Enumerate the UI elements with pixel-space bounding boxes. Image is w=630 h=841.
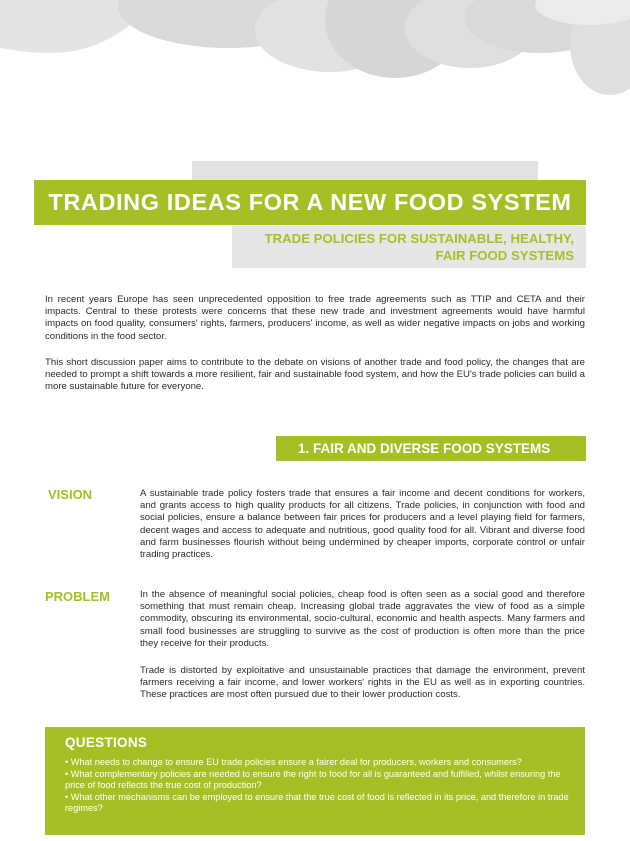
section-heading: 1. FAIR AND DIVERSE FOOD SYSTEMS [276, 436, 586, 461]
question-item: • What other mechanisms can be employed to ensure that the true cost of food is reflected in its price, and therefore in trade regimes? [65, 791, 569, 814]
page-title: TRADING IDEAS FOR A NEW FOOD SYSTEM [34, 180, 586, 225]
vision-text: A sustainable trade policy fosters trade that ensures a fair income and decent conditions for workers, and grants access to high quality products for all citizens. Trade policies, in conjunction with food and social policies, ensure a balance between fair prices for producers and a level playing field for farmers, decent wages and access to adequate and nutritious, good quality food for all. Vibrant and diverse food and farm businesses flourish without being undermined by cheaper imports, corporate control or unfair trading practices. [140, 488, 585, 561]
subtitle-line-2: FAIR FOOD SYSTEMS [435, 248, 574, 263]
problem-label: PROBLEM [45, 589, 110, 604]
intro-paragraph-2: This short discussion paper aims to contribute to the debate on visions of another trade and food policy, the changes that are needed to prompt a shift towards a more resilient, fair and sustainable food system, and how the EU's trade policies can build a more sustainable future for everyone. [45, 357, 585, 393]
question-item: • What complementary policies are needed to ensure the right to food for all is guaranteed and fulfilled, whilst ensuring the price of food reflects the true cost of production? [65, 768, 561, 791]
decorative-grey-bar [192, 161, 538, 181]
question-item: • What needs to change to ensure EU trade policies ensure a fairer deal for producers, workers and consumers? [65, 757, 522, 767]
decorative-header-shapes [0, 0, 630, 150]
problem-text-2: Trade is distorted by exploitative and unsustainable practices that damage the environment, prevent farmers receiving a fair income, and lower workers' rights in the EU as well as in exporting countries. These practices are most often pursued due to their lower production costs. [140, 665, 585, 701]
subtitle-line-1: TRADE POLICIES FOR SUSTAINABLE, HEALTHY, [264, 231, 574, 246]
page-subtitle [232, 226, 586, 268]
questions-title: QUESTIONS [65, 735, 148, 750]
vision-label: VISION [48, 487, 93, 502]
questions-box [45, 727, 585, 835]
intro-paragraph-1: In recent years Europe has seen unprecedented opposition to free trade agreements such as TTIP and CETA and their impacts. Central to these protests were concerns that these new trade and investment agreements would have harmful impacts on food quality, consumers' rights, farmers, producers' income, as well as wider negative impacts on jobs and working conditions in the food sector. [45, 294, 585, 342]
problem-text-1: In the absence of meaningful social policies, cheap food is often seen as a social good and therefore something that must remain cheap. Increasing global trade aggravates the view of food as a simple commodity, obscuring its environmental, socio-cultural, economic and health aspects. Many farmers and small food businesses are struggling to survive as the cost of production is often more than the price they receive for their products. [140, 589, 585, 649]
